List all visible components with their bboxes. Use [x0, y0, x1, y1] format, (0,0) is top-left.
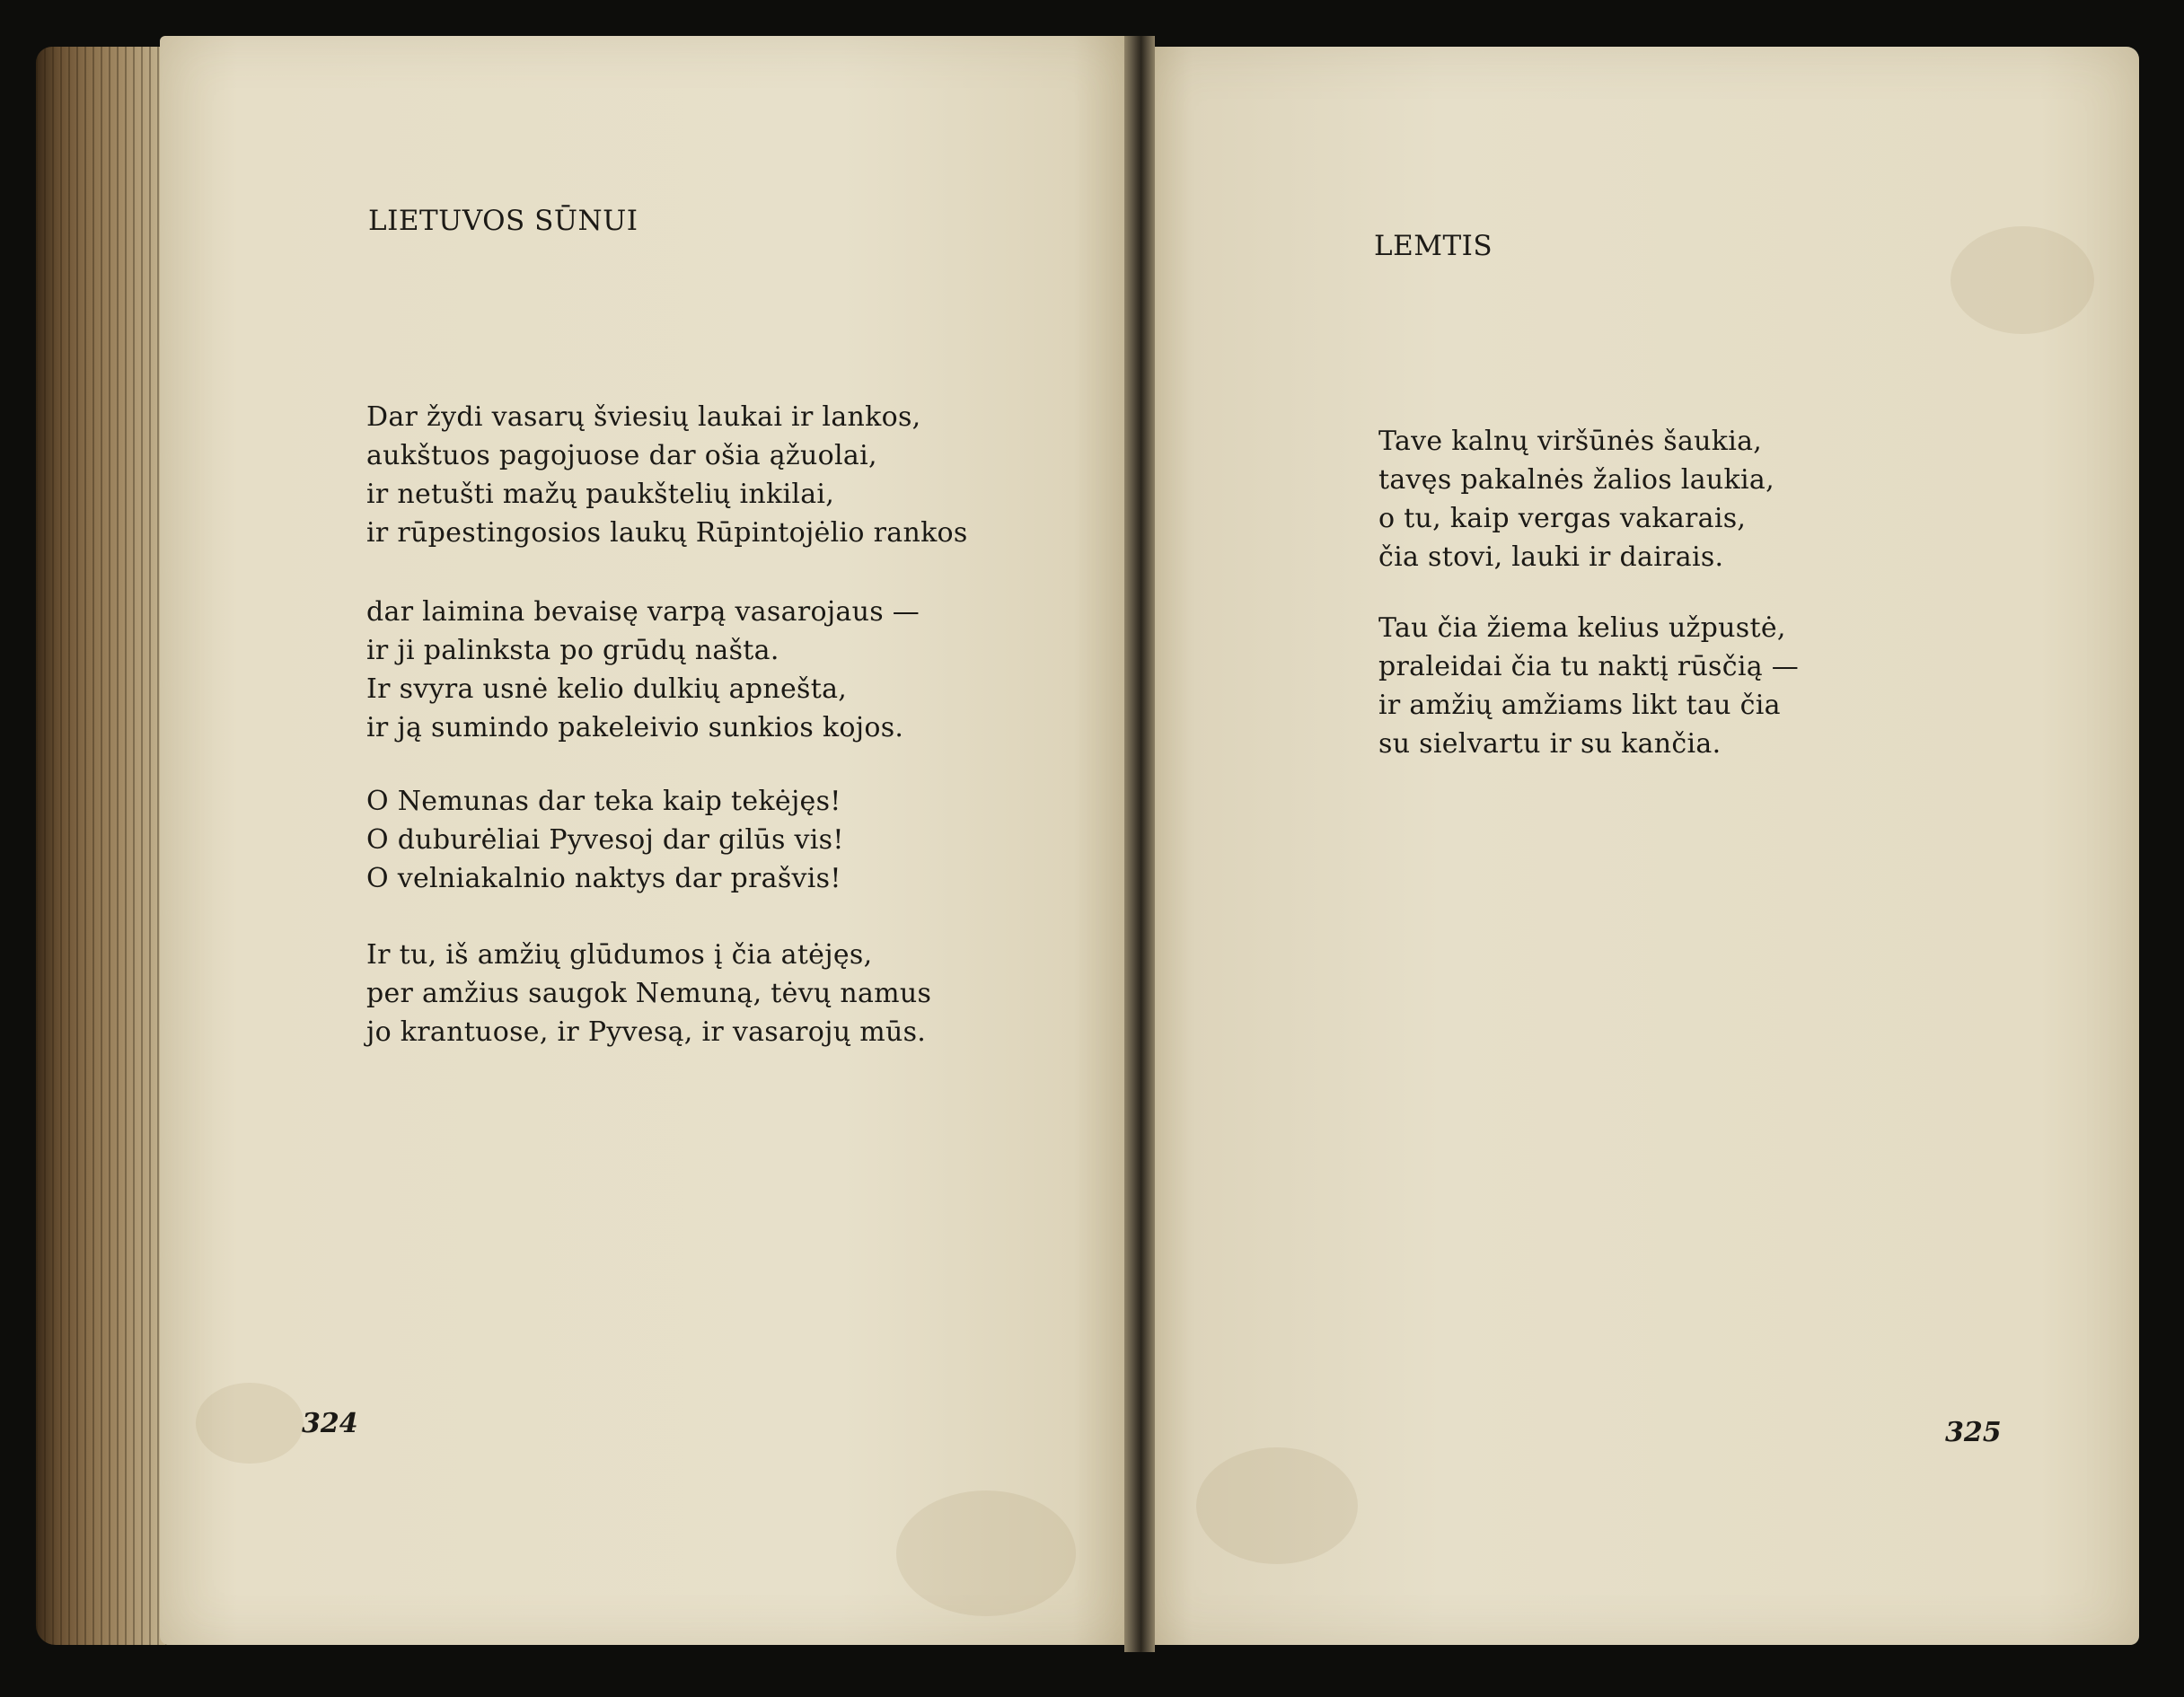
poem-line: O duburėliai Pyvesoj dar gilūs vis! [366, 824, 844, 856]
poem-line: Tave kalnų viršūnės šaukia, [1378, 426, 1763, 457]
poem-line: Ir tu, iš amžių glūdumos į čia atėjęs, [366, 939, 873, 971]
left-stanza-3 [366, 782, 844, 898]
poem-line: jo krantuose, ir Pyvesą, ir vasarojų mūs. [366, 1016, 927, 1048]
poem-line: Ir svyra usnė kelio dulkių apnešta, [366, 673, 848, 705]
right-page [1142, 47, 2139, 1645]
poem-line: čia stovi, lauki ir dairais. [1378, 541, 1724, 573]
right-page-number: 325 [1945, 1417, 2002, 1448]
right-stanza-2 [1378, 609, 1799, 763]
right-stanza-1 [1378, 422, 1774, 576]
poem-line: per amžius saugok Nemuną, tėvų namus [366, 978, 932, 1009]
left-poem-title: LIETUVOS SŪNUI [368, 205, 638, 237]
poem-line: praleidai čia tu naktį rūsčią — [1378, 651, 1800, 682]
left-stanza-1 [366, 398, 968, 552]
poem-line: tavęs pakalnės žalios laukia, [1378, 464, 1774, 496]
poem-line: o tu, kaip vergas vakarais, [1378, 503, 1747, 534]
left-stanza-2 [366, 593, 920, 747]
poem-line: ir ji palinksta po grūdų našta. [366, 635, 779, 666]
poem-line: ir amžių amžiams likt tau čia [1378, 690, 1781, 721]
left-stanza-4 [366, 936, 931, 1051]
poem-line: su sielvartu ir su kančia. [1378, 728, 1722, 760]
poem-line: dar laimina bevaisę varpą vasarojaus — [366, 596, 920, 628]
left-page-number: 324 [302, 1408, 358, 1439]
poem-line: O Nemunas dar teka kaip tekėjęs! [366, 786, 841, 817]
poem-line: aukštuos pagojuose dar ošia ąžuolai, [366, 440, 877, 471]
page-block-edge [36, 47, 171, 1645]
poem-line: ir ją sumindo pakeleivio sunkios kojos. [366, 712, 904, 743]
poem-line: Tau čia žiema kelius užpustė, [1378, 612, 1786, 644]
book-gutter [1124, 36, 1155, 1652]
poem-line: O velniakalnio naktys dar prašvis! [366, 863, 841, 894]
poem-line: ir netušti mažų paukštelių inkilai, [366, 479, 835, 510]
right-poem-title: LEMTIS [1374, 230, 1493, 262]
poem-line: Dar žydi vasarų šviesių laukai ir lankos, [366, 401, 921, 433]
poem-line: ir rūpestingosios laukų Rūpintojėlio rankos [366, 517, 968, 549]
